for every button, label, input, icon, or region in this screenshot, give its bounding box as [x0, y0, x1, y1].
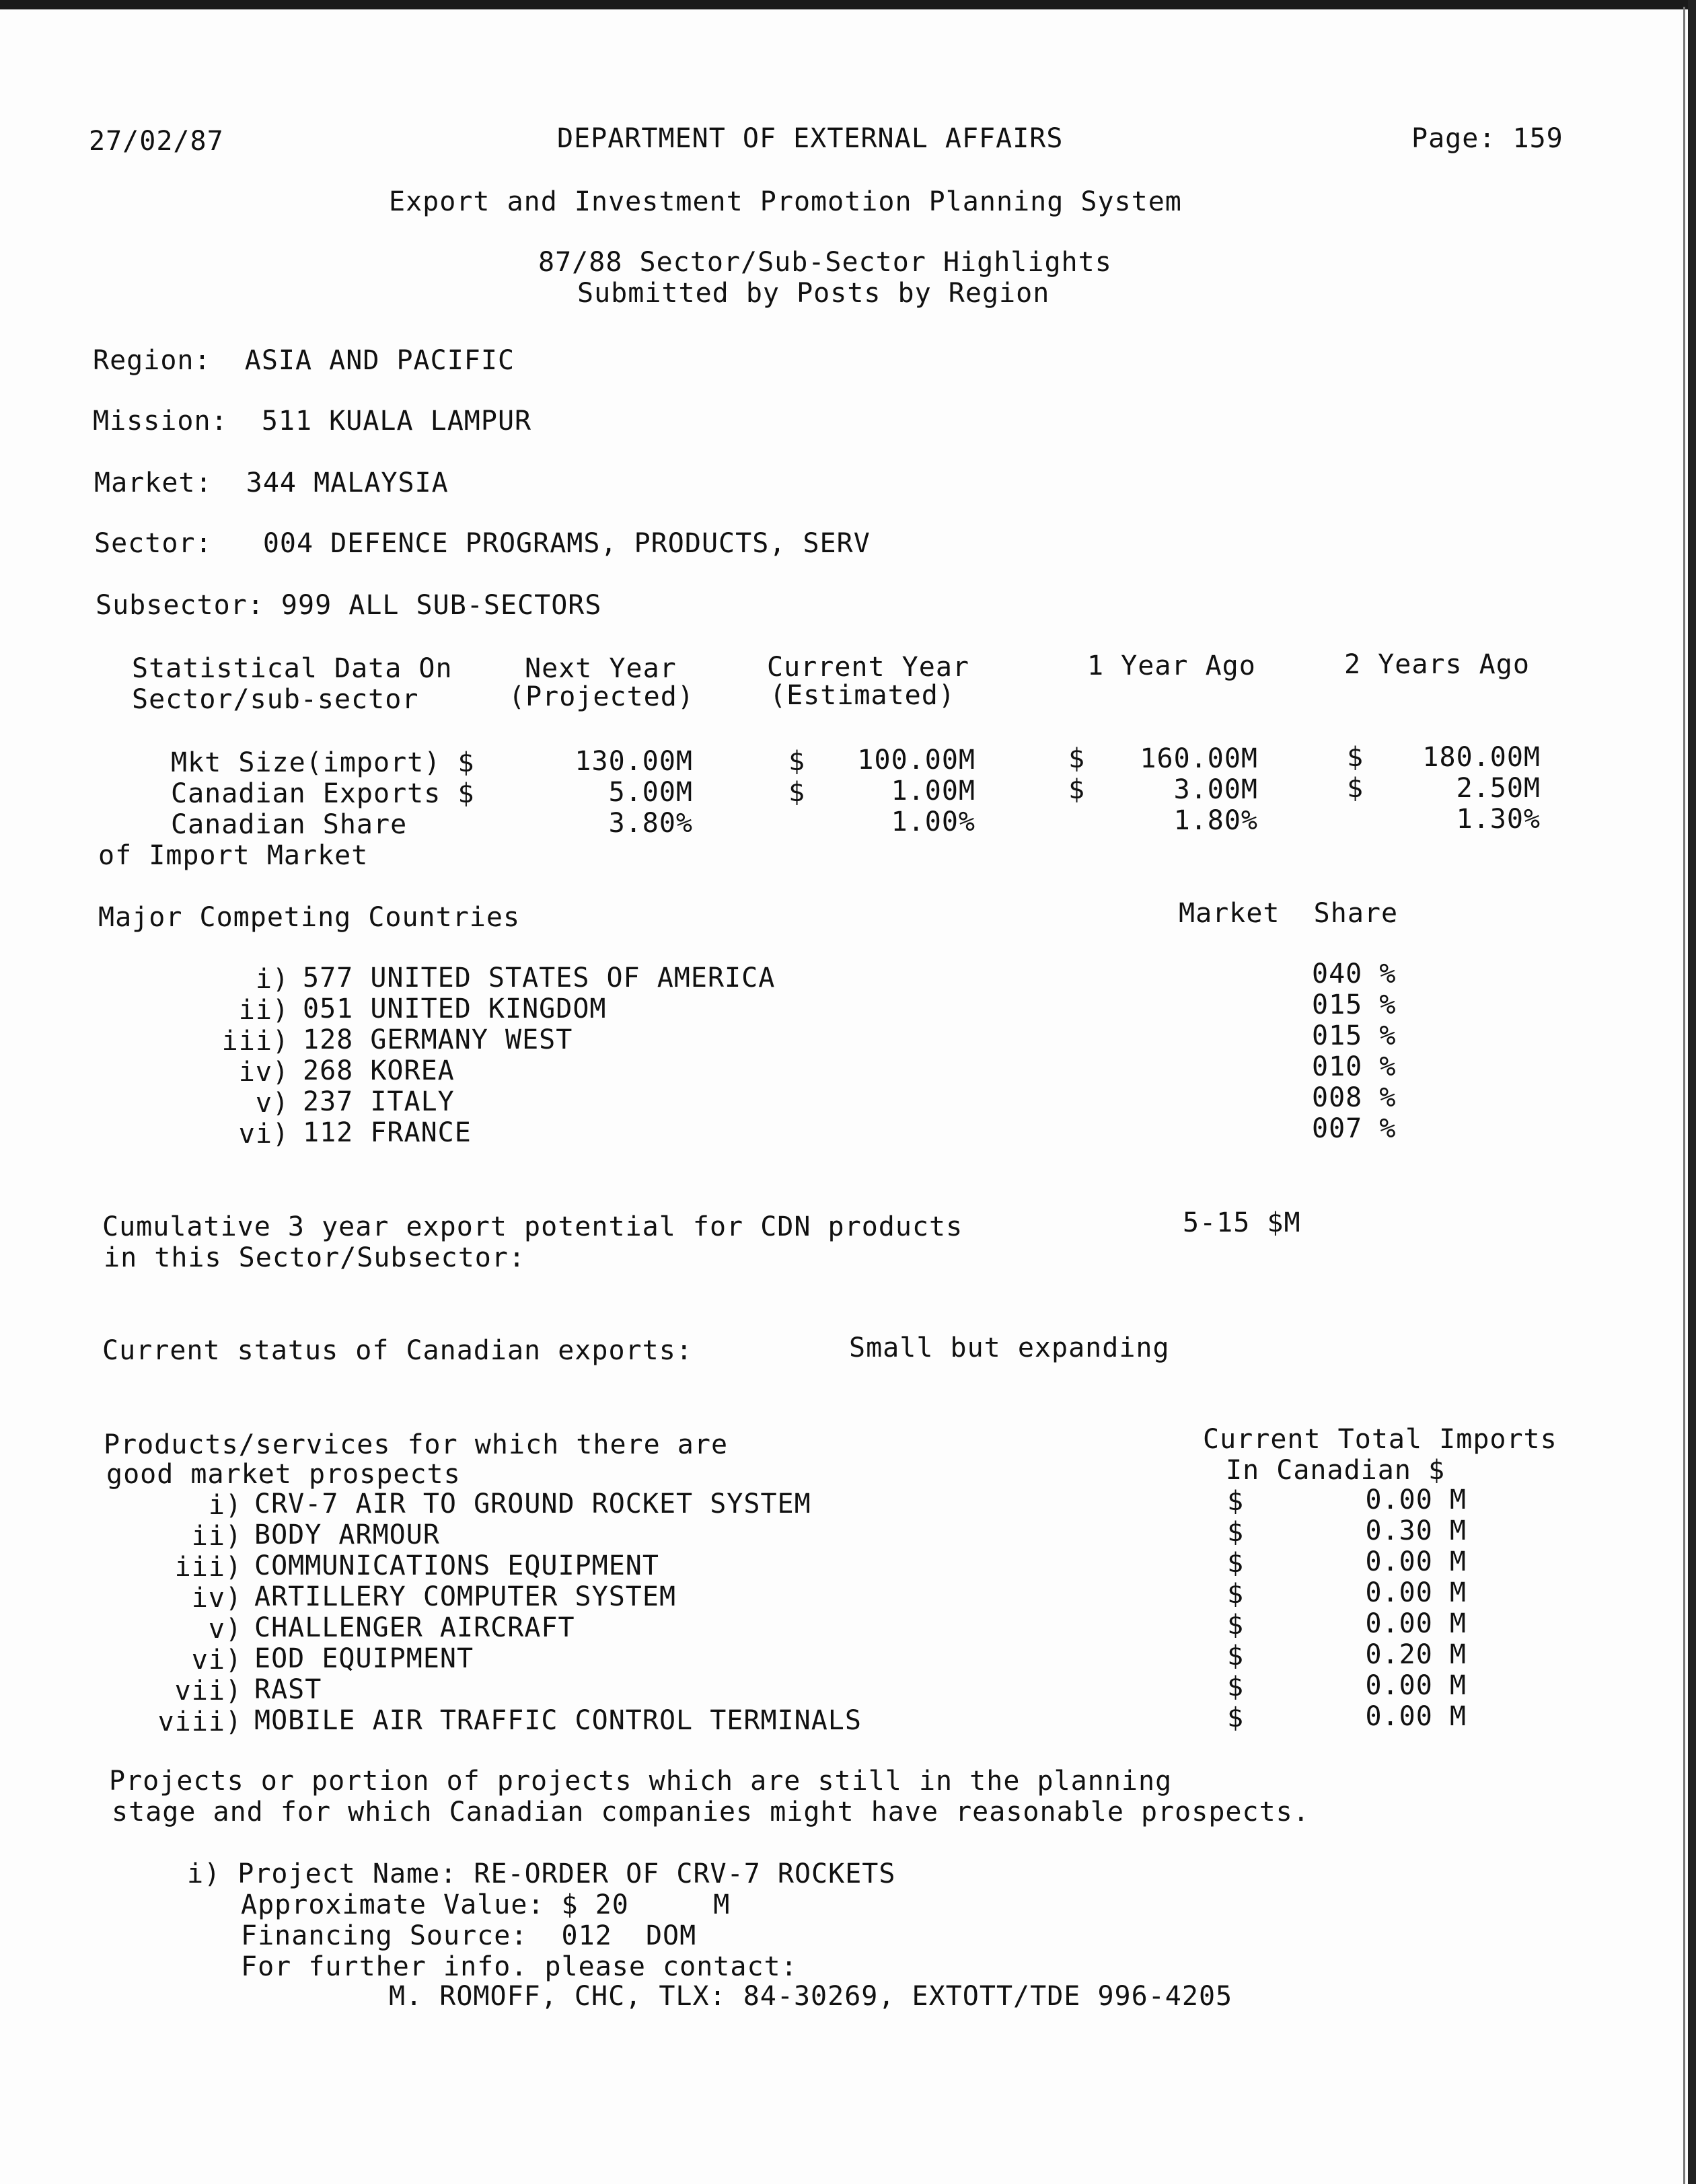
stats-row-label: Mkt Size(import) $ [171, 747, 475, 778]
stats-currency-symbol: $ [1347, 773, 1364, 804]
competitor-name: 112 FRANCE [303, 1117, 472, 1148]
competitor-share: 040 % [1312, 958, 1397, 989]
product-currency: $ [1227, 1486, 1245, 1517]
product-currency: $ [1227, 1702, 1245, 1733]
product-value: 0.00 M [1365, 1484, 1467, 1515]
competitor-share: 015 % [1312, 989, 1397, 1020]
product-currency: $ [1227, 1517, 1245, 1548]
scan-right-edge-line [1683, 7, 1685, 2184]
region-field: Region: ASIA AND PACIFIC [93, 345, 515, 376]
item-number: ii) [191, 1521, 242, 1552]
stats-row-label: Canadian Exports $ [171, 778, 475, 809]
product-value: 0.00 M [1365, 1701, 1467, 1732]
market-share-heading: Market Share [1179, 898, 1399, 929]
competitor-name: 237 ITALY [303, 1086, 455, 1117]
col-2-years-ago: 2 Years Ago [1344, 649, 1530, 680]
system-title: Export and Investment Promotion Planning System [389, 186, 1182, 217]
highlights-title: 87/88 Sector/Sub-Sector Highlights [538, 247, 1112, 278]
subsector-field: Subsector: 999 ALL SUB-SECTORS [96, 590, 602, 621]
stats-currency-symbol: $ [1068, 774, 1086, 805]
department-name: DEPARTMENT OF EXTERNAL AFFAIRS [557, 123, 1064, 154]
product-value: 0.00 M [1365, 1577, 1467, 1608]
scan-right-edge [1688, 0, 1696, 2184]
stats-current-value: 100.00M [857, 745, 975, 776]
product-currency: $ [1227, 1548, 1245, 1579]
competitor-share: 010 % [1312, 1051, 1397, 1082]
stats-next-value: 5.00M [608, 777, 693, 808]
product-value: 0.20 M [1365, 1639, 1467, 1670]
project-contact-label: For further info. please contact: [241, 1951, 798, 1982]
col-current-year-sub: (Estimated) [770, 680, 955, 711]
product-value: 0.00 M [1365, 1546, 1467, 1577]
scan-top-edge [0, 0, 1696, 9]
item-number: iii) [174, 1552, 242, 1583]
item-number: iii) [221, 1026, 289, 1057]
product-currency: $ [1227, 1671, 1245, 1702]
competitor-name: 051 UNITED KINGDOM [303, 993, 607, 1024]
product-name: RAST [254, 1674, 322, 1705]
col-next-year: Next Year [525, 653, 677, 684]
status-value: Small but expanding [849, 1332, 1170, 1363]
stats-currency-symbol: $ [788, 746, 806, 777]
product-name: CRV-7 AIR TO GROUND ROCKET SYSTEM [254, 1489, 811, 1519]
stats-current-value: 1.00% [891, 806, 975, 837]
stats-head-label-1: Statistical Data On [132, 653, 453, 684]
item-number: i) [208, 1490, 242, 1521]
col-1-year-ago: 1 Year Ago [1087, 650, 1256, 681]
item-number: vii) [174, 1675, 242, 1706]
product-value: 0.30 M [1365, 1515, 1467, 1546]
product-value: 0.00 M [1365, 1608, 1467, 1639]
status-label: Current status of Canadian exports: [102, 1335, 693, 1366]
product-currency: $ [1227, 1610, 1245, 1641]
stats-1yr-value: 3.00M [1173, 774, 1258, 805]
products-heading-1: Products/services for which there are [104, 1429, 729, 1460]
product-name: EOD EQUIPMENT [254, 1643, 474, 1674]
sector-field: Sector: 004 DEFENCE PROGRAMS, PRODUCTS, SERV [94, 528, 871, 559]
product-value: 0.00 M [1365, 1670, 1467, 1701]
product-currency: $ [1227, 1641, 1245, 1671]
project-financing: Financing Source: 012 DOM [241, 1920, 697, 1951]
potential-value: 5-15 $M [1183, 1207, 1301, 1238]
item-number: iv) [191, 1583, 242, 1614]
projects-intro-2: stage and for which Canadian companies might have reasonable prospects. [112, 1797, 1310, 1828]
competitors-heading: Major Competing Countries [98, 902, 521, 933]
product-name: ARTILLERY COMPUTER SYSTEM [254, 1581, 677, 1612]
stats-2yr-value: 2.50M [1456, 773, 1541, 804]
page-number: Page: 159 [1411, 123, 1563, 154]
item-number: viii) [157, 1706, 242, 1737]
stats-head-label-2: Sector/sub-sector [132, 684, 419, 715]
item-number: vi) [238, 1119, 289, 1150]
imports-heading-1: Current Total Imports [1203, 1424, 1557, 1455]
competitor-name: 577 UNITED STATES OF AMERICA [303, 963, 776, 993]
stats-currency-symbol: $ [788, 777, 806, 808]
product-name: BODY ARMOUR [254, 1519, 440, 1550]
stats-currency-symbol: $ [1068, 743, 1086, 774]
competitor-name: 128 GERMANY WEST [303, 1024, 573, 1055]
competitor-share: 015 % [1312, 1020, 1397, 1051]
project-approx-value: Approximate Value: $ 20 M [241, 1889, 731, 1920]
stats-current-value: 1.00M [891, 776, 975, 806]
stats-1yr-value: 1.80% [1173, 805, 1258, 836]
stats-1yr-value: 160.00M [1140, 743, 1258, 774]
product-name: CHALLENGER AIRCRAFT [254, 1612, 575, 1643]
stats-next-value: 130.00M [575, 746, 693, 777]
projects-intro-1: Projects or portion of projects which are still in the planning [109, 1766, 1173, 1797]
stats-next-value: 3.80% [608, 808, 693, 839]
competitor-name: 268 KOREA [303, 1055, 455, 1086]
product-currency: $ [1227, 1579, 1245, 1610]
product-name: MOBILE AIR TRAFFIC CONTROL TERMINALS [254, 1705, 862, 1736]
item-number: v) [255, 1088, 289, 1119]
potential-line-2: in this Sector/Subsector: [104, 1242, 526, 1273]
competitor-share: 008 % [1312, 1082, 1397, 1113]
mission-field: Mission: 511 KUALA LAMPUR [93, 406, 532, 437]
stats-2yr-value: 180.00M [1422, 742, 1541, 773]
product-name: COMMUNICATIONS EQUIPMENT [254, 1550, 659, 1581]
market-field: Market: 344 MALAYSIA [94, 467, 449, 498]
col-next-year-sub: (Projected) [509, 681, 694, 712]
col-current-year: Current Year [767, 652, 969, 683]
item-number: vi) [191, 1645, 242, 1675]
stats-row-label: Canadian Share [171, 809, 408, 840]
imports-heading-2: In Canadian $ [1226, 1455, 1446, 1486]
stats-currency-symbol: $ [1347, 742, 1364, 773]
potential-line-1: Cumulative 3 year export potential for CDN products [102, 1211, 963, 1242]
competitor-share: 007 % [1312, 1113, 1397, 1144]
report-date: 27/02/87 [89, 126, 224, 157]
project-contact: M. ROMOFF, CHC, TLX: 84-30269, EXTOTT/TDE 996-4205 [389, 1981, 1233, 2012]
item-number: iv) [238, 1057, 289, 1088]
item-number: i) [255, 964, 289, 995]
project-name: i) Project Name: RE-ORDER OF CRV-7 ROCKETS [187, 1858, 896, 1889]
products-heading-2: good market prospects [106, 1459, 461, 1490]
item-number: ii) [238, 995, 289, 1026]
stats-2yr-value: 1.30% [1456, 804, 1541, 835]
item-number: v) [208, 1614, 242, 1645]
submitted-subtitle: Submitted by Posts by Region [577, 278, 1050, 309]
stats-trailer: of Import Market [98, 840, 369, 871]
